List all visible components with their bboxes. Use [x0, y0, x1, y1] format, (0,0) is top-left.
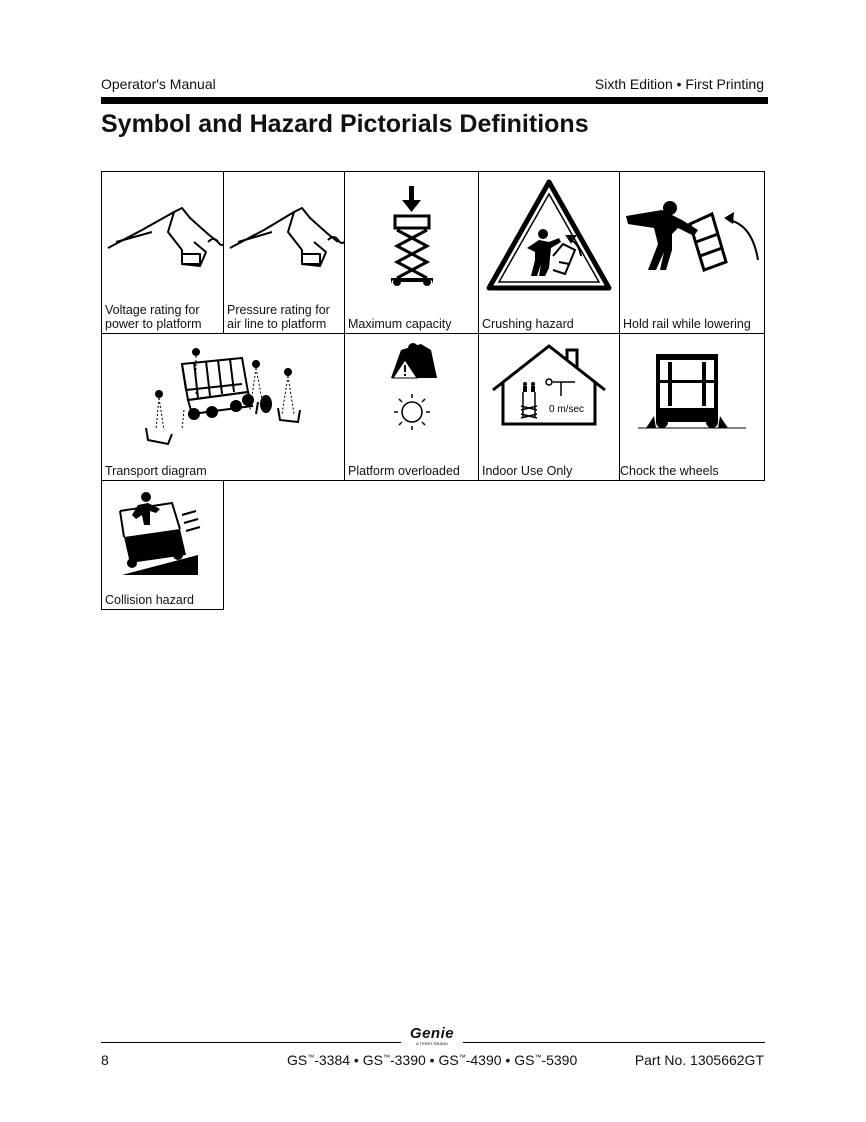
- power-plug-icon: [102, 172, 224, 302]
- model-separator: •: [350, 1052, 363, 1068]
- model-number: -4390: [465, 1052, 502, 1068]
- scissor-lift-capacity-icon: [345, 172, 479, 302]
- pictorial-label: Crushing hazard: [482, 317, 574, 331]
- footer-rule-right: [463, 1042, 765, 1043]
- model-number: -3390: [389, 1052, 426, 1068]
- pictorial-maximum-capacity: [344, 171, 479, 334]
- pictorial-hold-rail: [619, 171, 765, 334]
- model-number: -3384: [314, 1052, 351, 1068]
- trademark: ™: [307, 1054, 315, 1062]
- model-name: GS: [514, 1052, 535, 1068]
- pictorial-crushing-hazard: [478, 171, 620, 334]
- pictorial-chock-wheels: [619, 333, 765, 481]
- model-name: GS: [438, 1052, 459, 1068]
- model-number: -5390: [541, 1052, 578, 1068]
- pictorial-label: Pressure rating for air line to platform: [227, 303, 330, 331]
- part-number: Part No. 1305662GT: [634, 1052, 764, 1068]
- pictorial-label: Transport diagram: [105, 464, 207, 478]
- pictorial-pressure-rating: [223, 171, 345, 334]
- model-separator: •: [501, 1052, 515, 1068]
- header-edition: Sixth Edition • First Printing: [594, 76, 764, 92]
- model-name: GS: [362, 1052, 383, 1068]
- transport-diagram-icon: [102, 334, 345, 459]
- crushing-hazard-icon: [479, 172, 620, 302]
- header-manual-title: Operator's Manual: [101, 76, 216, 92]
- pictorial-label: Collision hazard: [105, 593, 194, 607]
- indoor-use-icon: [479, 334, 620, 459]
- pictorial-voltage-rating: [101, 171, 224, 334]
- pictorial-label: Platform overloaded: [348, 464, 460, 478]
- pictorial-label: Chock the wheels: [620, 464, 719, 478]
- pictorial-label: Maximum capacity: [348, 317, 452, 331]
- pictorial-transport-diagram: [101, 333, 345, 481]
- model-name: GS: [287, 1052, 308, 1068]
- page-number: 8: [101, 1052, 109, 1068]
- pictorial-label: Voltage rating for power to platform: [105, 303, 202, 331]
- pictorial-indoor-use-only: [478, 333, 620, 481]
- trademark: ™: [382, 1054, 390, 1062]
- air-coupler-icon: [224, 172, 345, 302]
- genie-logo: Genie A TEREX BRAND: [409, 1025, 455, 1046]
- trademark: ™: [534, 1054, 542, 1062]
- pictorial-label: Hold rail while lowering: [623, 317, 751, 331]
- model-separator: •: [425, 1052, 439, 1068]
- wind-speed-text: 0 m/sec: [549, 404, 585, 415]
- header-rule: [101, 97, 768, 104]
- page-title: Symbol and Hazard Pictorials Definitions: [101, 110, 589, 138]
- model-list: [287, 1052, 577, 1068]
- trademark: ™: [458, 1054, 466, 1062]
- chock-wheels-icon: [620, 334, 765, 459]
- pictorial-platform-overloaded: [344, 333, 479, 481]
- pictorial-label: Indoor Use Only: [482, 464, 573, 478]
- pictorial-collision-hazard: [101, 480, 224, 610]
- platform-overloaded-icon: [345, 334, 479, 459]
- hold-rail-icon: [620, 172, 765, 302]
- footer-rule-left: [101, 1042, 401, 1043]
- collision-hazard-icon: [102, 481, 224, 589]
